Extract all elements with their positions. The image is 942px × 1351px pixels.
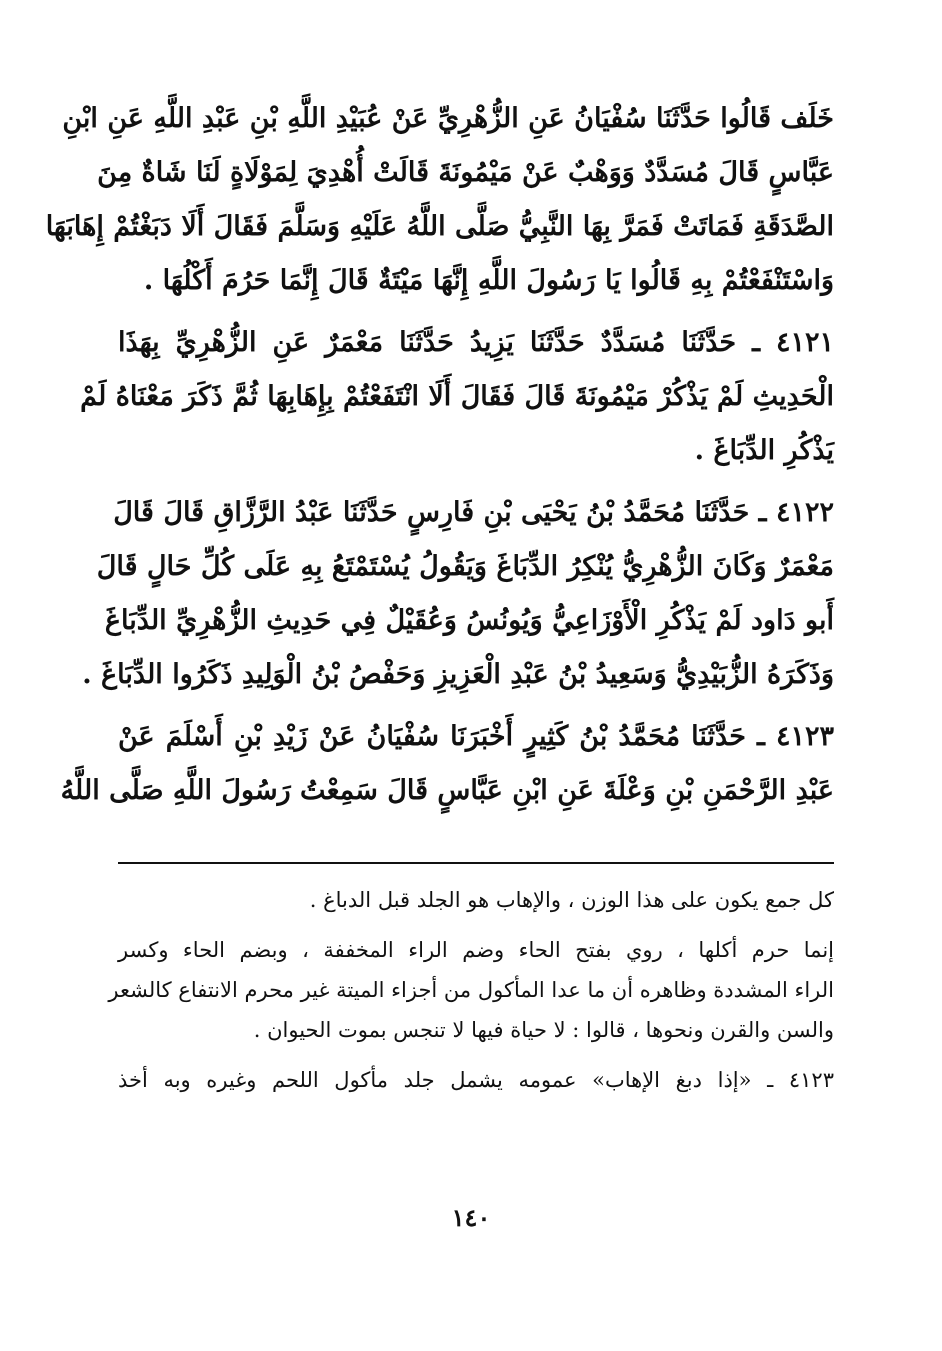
text-line: عَبْدِ الرَّحْمَنِ بْنِ وَعْلَةَ عَنِ ابْنِ عَبَّاسٍ قَالَ سَمِعْتُ رَسُولَ اللَّهِ صَلَّى اللَّهُ — [60, 775, 834, 806]
footnote-3 — [118, 1060, 834, 1100]
footnote-line: كل جمع يكون على هذا الوزن ، والإهاب هو الجلد قبل الدباغ . — [309, 888, 834, 912]
text-line: عَبَّاسٍ قَالَ مُسَدَّدٌ وَوَهْبٌ عَنْ مَيْمُونَةَ قَالَتْ أُهْدِيَ لِمَوْلَاةٍ لَنَا شَاةٌ مِنَ — [97, 157, 834, 188]
hadith-4121 — [80, 316, 834, 478]
footnote-1 — [118, 880, 834, 920]
text-line: وَاسْتَنْفَعْتُمْ بِهِ قَالُوا يَا رَسُولَ اللَّهِ إِنَّهَا مَيْتَةٌ قَالَ إِنَّمَا حَرُمَ أَكْلُهَا . — [143, 265, 834, 296]
text-line: مَعْمَرٌ وَكَانَ الزُّهْرِيُّ يُنْكِرُ الدِّبَاغَ وَيَقُولُ يُسْتَمْتَعُ بِهِ عَلَى كُلِّ حَالٍ قَالَ — [96, 551, 834, 582]
footnote-2 — [108, 930, 834, 1050]
text-line: خَلَف قَالُوا حَدَّثَنَا سُفْيَانُ عَنِ الزُّهْرِيِّ عَنْ عُبَيْدِ اللَّهِ بْنِ عَبْدِ اللَّهِ عَنِ ابْنِ — [62, 103, 834, 134]
text-line: الْحَدِيثِ لَمْ يَذْكُرْ مَيْمُونَةَ قَالَ فَقَالَ أَلَا انْتَفَعْتُمْ بِإِهَابِهَا ثُمَّ ذَكَرَ مَعْنَاهُ لَمْ — [80, 381, 834, 412]
paragraph-1 — [45, 92, 834, 308]
footnote-line: والسن والقرن ونحوها ، قالوا : لا حياة فيها لا تنجس بموت الحيوان . — [253, 1018, 834, 1042]
footnote-line: الراء المشددة وظاهره أن ما عدا المأكول من أجزاء الميتة غير محرم الانتفاع كالشعر — [108, 978, 834, 1002]
footnote-line: إنما حرم أكلها ، روي بفتح الحاء وضم الراء المخففة ، وبضم الحاء وكسر — [118, 938, 834, 962]
text-line: الصَّدَقَةِ فَمَاتَتْ فَمَرَّ بِهَا النَّبِيُّ صَلَّى اللَّهُ عَلَيْهِ وَسَلَّمَ فَقَالَ أَلَا دَبَغْتُمْ إِهَابَهَا — [45, 211, 834, 242]
text-line: يَذْكُرِ الدِّبَاغَ . — [694, 435, 834, 466]
hadith-4123 — [60, 710, 834, 818]
text-line: ٤١٢١ ـ حَدَّثَنَا مُسَدَّدٌ حَدَّثَنَا يَزِيدُ حَدَّثَنَا مَعْمَرٌ عَنِ الزُّهْرِيِّ بِهَذَا — [118, 327, 834, 358]
text-line: ٤١٢٣ ـ حَدَّثَنَا مُحَمَّدُ بْنُ كَثِيرٍ أَخْبَرَنَا سُفْيَانُ عَنْ زَيْدِ بْنِ أَسْلَمَ عَنْ — [118, 721, 834, 752]
text-line: وَذَكَرَهُ الزُّبَيْدِيُّ وَسَعِيدُ بْنُ عَبْدِ الْعَزِيزِ وَحَفْصُ بْنُ الْوَلِيدِ ذَكَرُوا الدِّبَاغَ . — [82, 659, 834, 690]
page-number: ١٤٠ — [451, 1203, 491, 1232]
hadith-4122 — [82, 486, 834, 702]
footnote-divider — [118, 862, 834, 864]
text-line: ٤١٢٢ ـ حَدَّثَنَا مُحَمَّدُ بْنُ يَحْيَى بْنِ فَارِسٍ حَدَّثَنَا عَبْدُ الرَّزَّاقِ قَالَ قَالَ — [113, 497, 834, 528]
main-text-body — [45, 92, 834, 818]
footnote-line: ٤١٢٣ ـ «إذا دبغ الإهاب» عمومه يشمل جلد مأكول اللحم وغيره وبه أخذ — [118, 1068, 834, 1092]
footnotes-section — [108, 880, 834, 1100]
text-line: أَبو دَاود لَمْ يَذْكُرِ الْأَوْزَاعِيُّ وَيُونُسُ وَعُقَيْلٌ فِي حَدِيثِ الزُّهْرِيِّ الدِّبَاغَ — [104, 605, 834, 636]
